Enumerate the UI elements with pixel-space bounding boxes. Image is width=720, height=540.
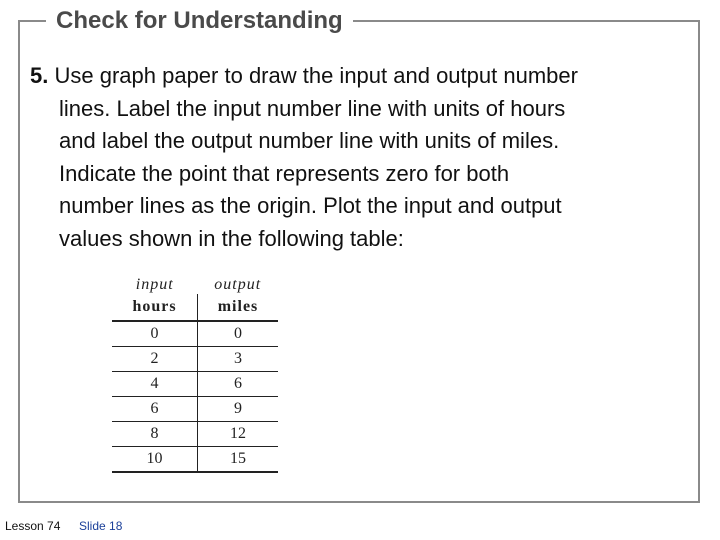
data-table — [112, 268, 278, 473]
table-row — [112, 321, 278, 347]
cell-hours: 8 — [112, 422, 198, 447]
table-row — [112, 422, 278, 447]
cell-hours: 2 — [112, 347, 198, 372]
problem-number: 5. — [30, 63, 49, 88]
table-row — [112, 397, 278, 422]
problem-line-5: number lines as the origin. Plot the input and output — [59, 193, 562, 218]
slide-title: Check for Understanding — [46, 5, 353, 37]
header-hours: hours — [112, 294, 198, 321]
cell-miles: 15 — [198, 447, 279, 473]
header-output: output — [214, 276, 262, 293]
header-input: input — [135, 276, 174, 293]
cell-hours: 6 — [112, 397, 198, 422]
problem-line-1 — [30, 60, 690, 93]
footer-slide-label: Slide 18 — [79, 519, 123, 533]
cell-miles: 12 — [198, 422, 279, 447]
problem-line-4: Indicate the point that represents zero for both — [59, 160, 510, 186]
footer-lesson-label: Lesson 74 — [5, 519, 61, 533]
problem-line-1-text: Use graph paper to draw the input and output number — [54, 63, 578, 88]
cell-miles: 6 — [198, 372, 279, 397]
problem-line-6: values shown in the following table: — [59, 225, 404, 251]
input-output-table — [112, 268, 278, 473]
table-row — [112, 447, 278, 473]
header-miles: miles — [198, 294, 279, 321]
problem-line-3: and label the output number line with units of miles. — [59, 128, 560, 153]
cell-miles: 3 — [198, 347, 279, 372]
cell-hours: 10 — [112, 447, 198, 473]
cell-miles: 0 — [198, 321, 279, 347]
problem-line-2: lines. Label the input number line with units of hours — [59, 95, 566, 121]
table-row — [112, 372, 278, 397]
cell-hours: 0 — [112, 321, 198, 347]
cell-miles: 9 — [198, 397, 279, 422]
problem-text — [30, 60, 690, 255]
table-row — [112, 347, 278, 372]
cell-hours: 4 — [112, 372, 198, 397]
